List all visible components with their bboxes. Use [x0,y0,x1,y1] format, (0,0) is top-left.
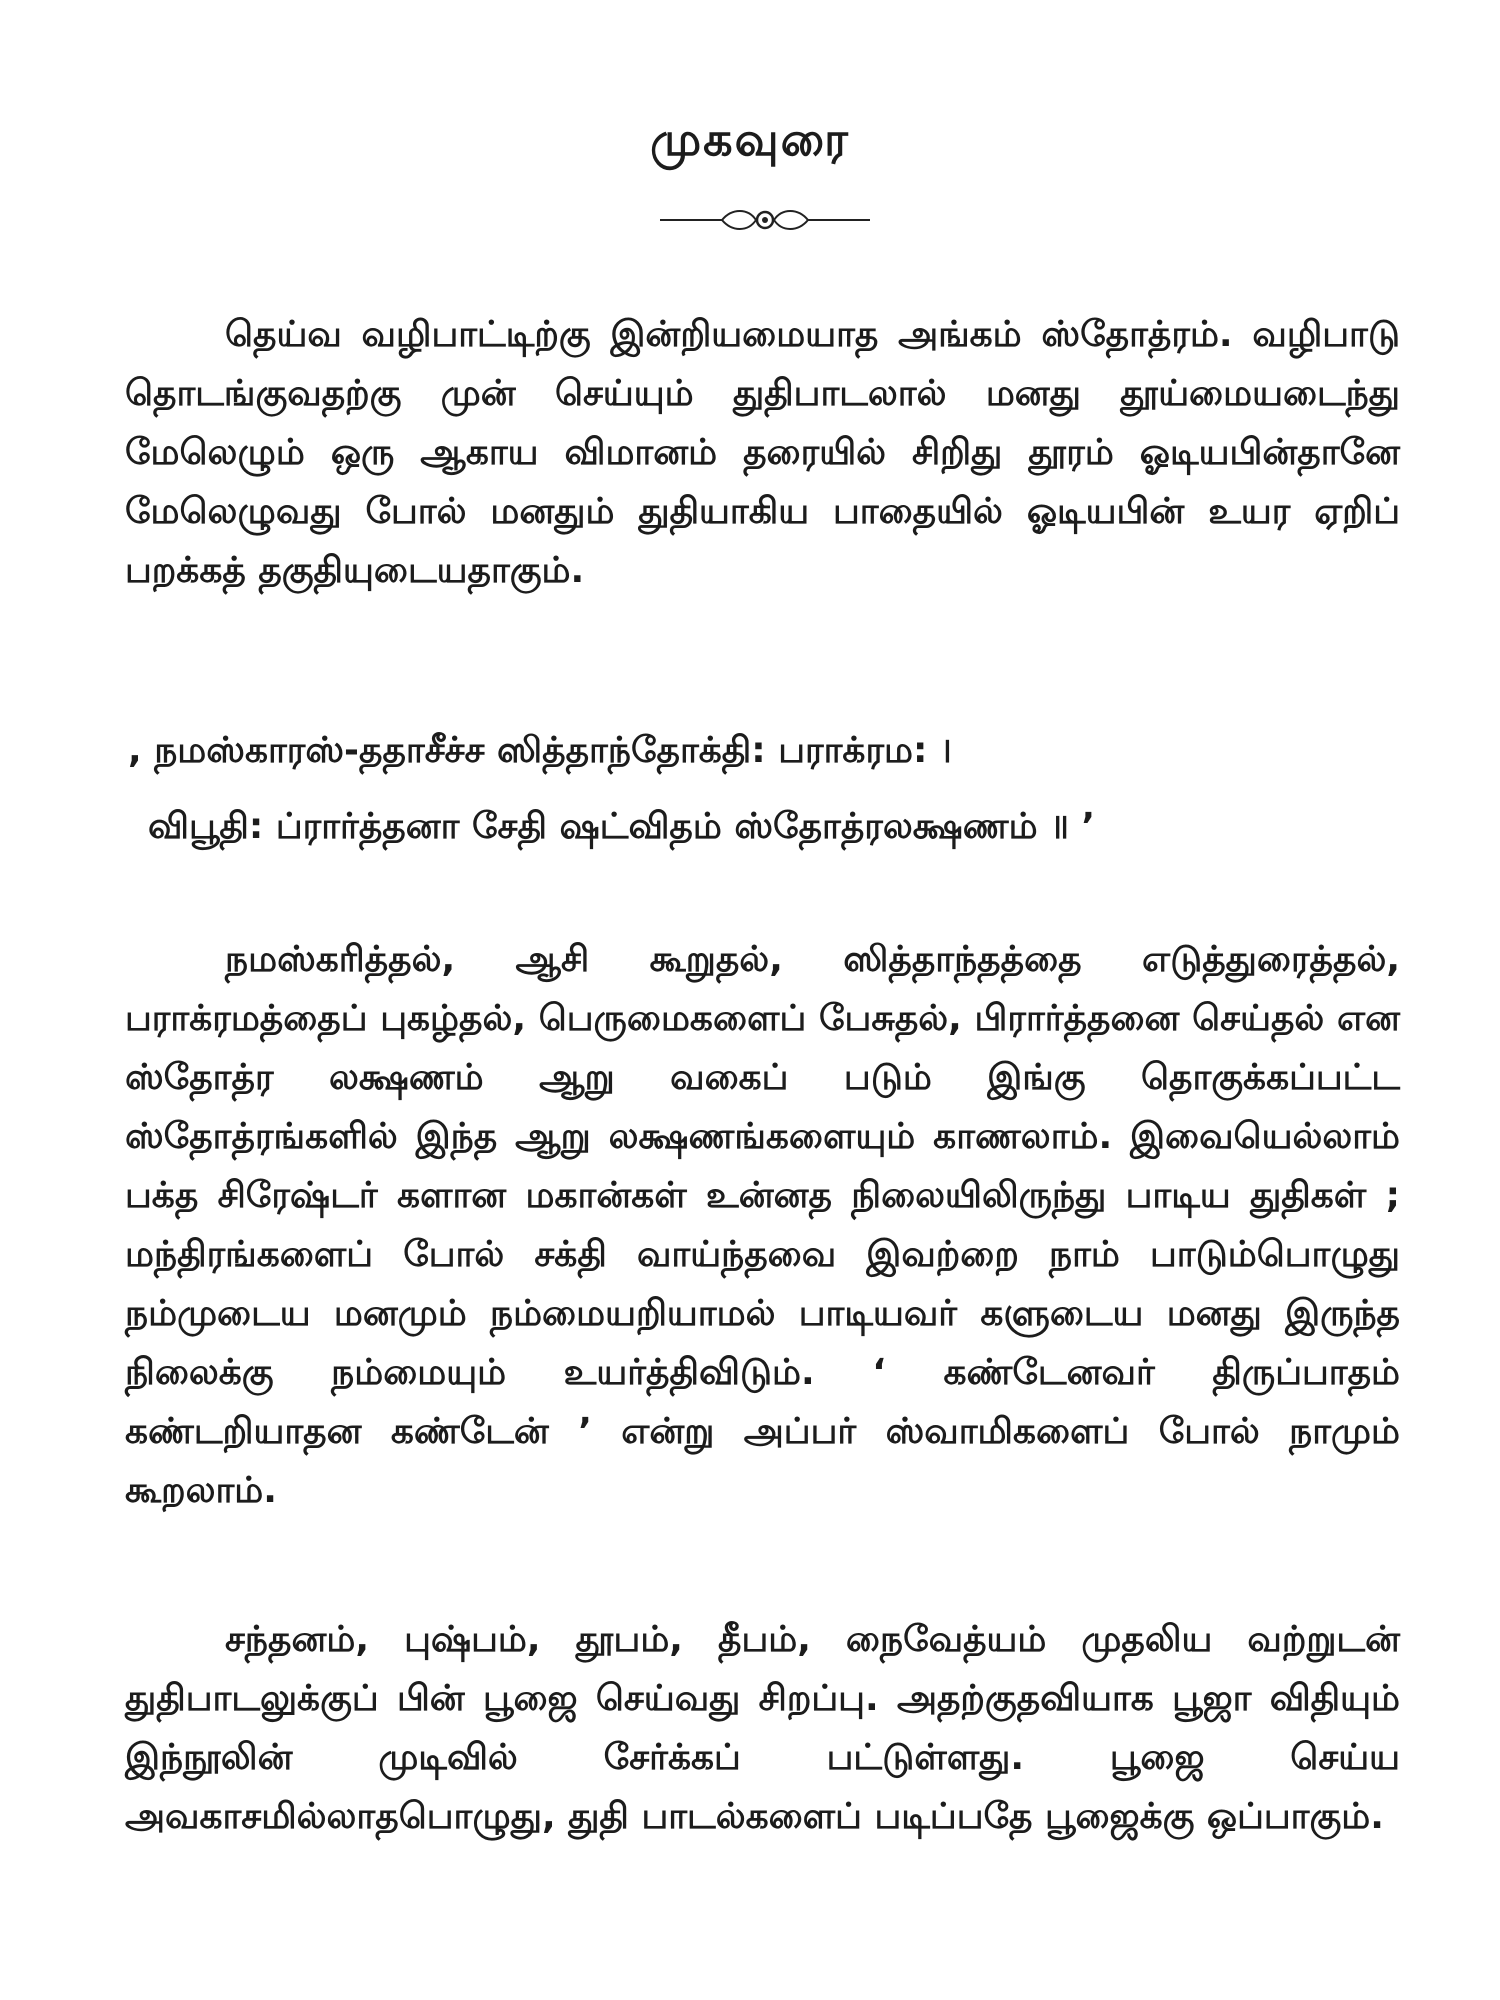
paragraph-stotra-lakshanam: நமஸ்கரித்தல், ஆசி கூறுதல், ஸித்தாந்தத்தை எடுத்துரைத்தல், பராக்ரமத்தைப் புகழ்தல், பெருமைகளைப் பேசுதல், பிரார்த்தனை செய்தல் என ஸ்தோத்ர லக்ஷணம் ஆறு வகைப் படும் இங்கு தொகுக்கப்பட்ட ஸ்தோத்ரங்களில் இந்த ஆறு லக்ஷணங்களையும் காணலாம். இவையெல்லாம் பக்த சிரேஷ்டர் களான மகான்கள் உன்னத நிலையிலிருந்து பாடிய துதிகள் ; மந்திரங்களைப் போல் சக்தி வாய்ந்தவை இவற்றை நாம் பாடும்பொழுது நம்முடைய மனமும் நம்மையறியாமல் பாடியவர் களுடைய மனது இருந்த நிலைக்கு நம்மையும் உயர்த்திவிடும். ‘ கண்டேனவர் திருப்பாதம் கண்டறியாதன கண்டேன் ’ என்று அப்பர் ஸ்வாமிகளைப் போல் நாமும் கூறலாம். [125,939,1400,1511]
verse-line-1: , நமஸ்காரஸ்-ததாசீச்ச ஸித்தாந்தோக்தி: பராக்ரம: । [128,730,952,771]
verse-line-2: விபூதி: ப்ரார்த்தனா சேதி ஷட்விதம் ஸ்தோத்ரலக்ஷணம் ॥ ’ [148,806,1096,847]
paragraph-intro: தெய்வ வழிபாட்டிற்கு இன்றியமையாத அங்கம் ஸ்தோத்ரம். வழிபாடு தொடங்குவதற்கு முன் செய்யும் துதிபாடலால் மனது தூய்மையடைந்து மேலெழும் ஒரு ஆகாய விமானம் தரையில் சிறிது தூரம் ஓடியபின்தானே மேலெழுவது போல் மனதும் துதியாகிய பாதையில் ஓடியபின் உயர ஏறிப் பறக்கத் தகுதியுடையதாகும். [125,314,1400,591]
paragraph-pooja: சந்தனம், புஷ்பம், தூபம், தீபம், நைவேத்யம் முதலிய வற்றுடன் துதிபாடலுக்குப் பின் பூஜை செய்வது சிறப்பு. அதற்குதவியாக பூஜா விதியும் இந்நூலின் முடிவில் சேர்க்கப் பட்டுள்ளது. பூஜை செய்ய அவகாசமில்லாதபொழுது, துதி பாடல்களைப் படிப்பதே பூஜைக்கு ஒப்பாகும். [125,1619,1400,1837]
ornament-divider-icon [660,200,870,240]
page-title: முகவுரை [650,112,850,166]
